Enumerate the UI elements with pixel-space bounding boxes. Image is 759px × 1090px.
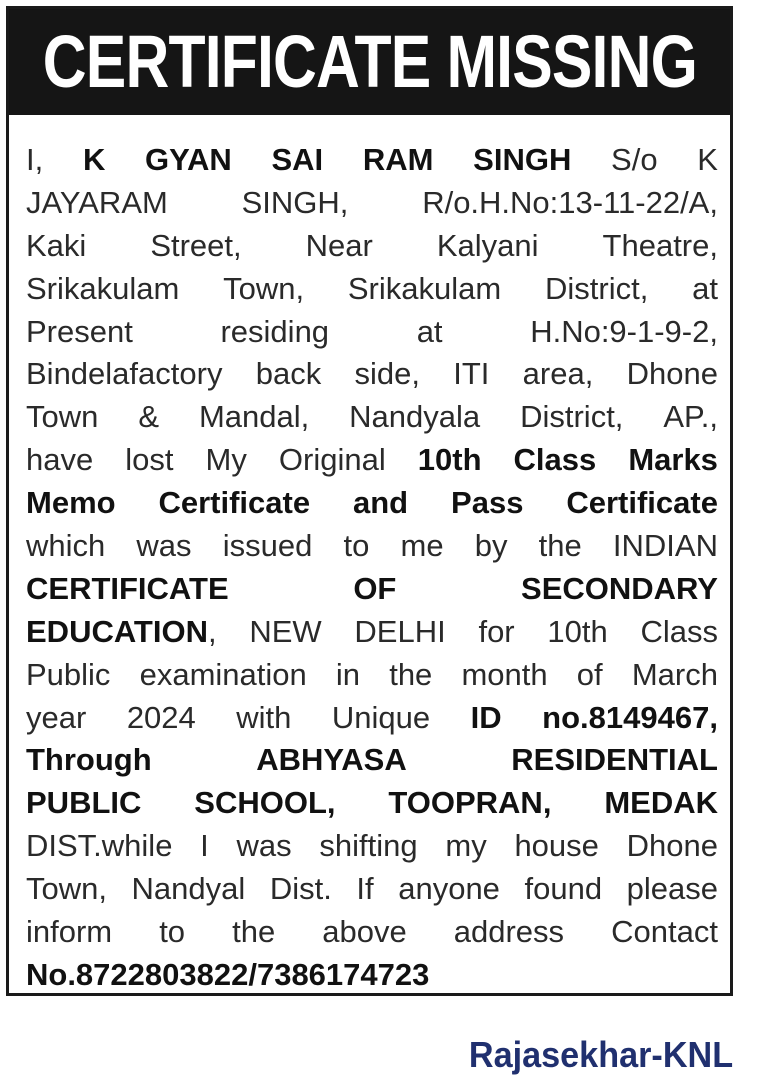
word: issued: [222, 528, 313, 564]
word: GYAN: [145, 142, 232, 177]
word: Certificate: [158, 485, 311, 521]
word: no.8149467,: [542, 699, 718, 735]
word: at: [692, 270, 718, 306]
word: lost: [125, 442, 174, 478]
word: the: [232, 914, 276, 950]
word: Mandal,: [198, 399, 310, 435]
text-line: [26, 697, 718, 740]
word: inform: [26, 914, 113, 950]
word: my: [445, 828, 487, 864]
word: AP.,: [663, 399, 718, 435]
word: Nandyal: [131, 871, 246, 907]
word: Original: [278, 442, 386, 478]
word: side,: [354, 356, 420, 392]
word: please: [626, 871, 718, 907]
word: with: [236, 699, 292, 735]
word: Marks: [628, 442, 718, 478]
word: for: [478, 613, 515, 649]
word: SAI: [271, 142, 324, 177]
word: area,: [522, 356, 594, 392]
notice-title: CERTIFICATE MISSING: [42, 20, 697, 103]
word: Town: [26, 399, 99, 435]
word: OF: [353, 570, 397, 606]
word: District,: [520, 399, 624, 435]
word: and: [353, 485, 409, 521]
text-line: [26, 954, 718, 997]
word: back: [255, 356, 322, 392]
word: INDIAN: [612, 528, 718, 564]
word: Nandyala: [349, 399, 481, 435]
word: TOOPRAN,: [388, 785, 552, 821]
word: S/o: [611, 142, 658, 177]
word: Street,: [150, 227, 242, 263]
text-line: [26, 139, 718, 182]
word: have: [26, 442, 94, 478]
word: the: [389, 656, 433, 692]
word: house: [514, 828, 599, 864]
word: JAYARAM: [26, 184, 168, 220]
word: which: [26, 528, 106, 564]
word: DIST.while: [26, 828, 173, 864]
text-line: [26, 911, 718, 954]
word: of: [576, 656, 603, 692]
text-line: [26, 825, 718, 868]
word: March: [631, 656, 718, 692]
word: &: [138, 399, 159, 435]
word: K: [697, 142, 718, 177]
text-line: [26, 182, 718, 225]
word: Town,: [26, 871, 107, 907]
word: address: [453, 914, 565, 950]
word: was: [136, 528, 192, 564]
word: K: [82, 142, 106, 177]
text-line: [26, 396, 718, 439]
word: I,: [26, 142, 44, 177]
word: SINGH: [473, 142, 572, 177]
word: shifting: [319, 828, 418, 864]
word: above: [322, 914, 407, 950]
word: Town,: [223, 270, 305, 306]
word: to: [343, 528, 370, 564]
word: was: [236, 828, 292, 864]
word: Class: [640, 613, 718, 649]
word: to: [159, 914, 186, 950]
text-line: [26, 482, 718, 525]
text-line: [26, 225, 718, 268]
word: at: [416, 313, 443, 349]
word: DELHI: [354, 613, 446, 649]
word: in: [335, 656, 361, 692]
word: I: [200, 828, 209, 864]
word: Class: [513, 442, 597, 478]
word: Contact: [611, 914, 718, 950]
word: 10th: [547, 613, 608, 649]
word: MEDAK: [604, 785, 718, 821]
text-line: [26, 439, 718, 482]
word: RESIDENTIAL: [511, 742, 718, 778]
word: Srikakulam: [347, 270, 502, 306]
word: SCHOOL,: [194, 785, 336, 821]
word: me: [400, 528, 444, 564]
word: Present: [26, 313, 133, 349]
word: NEW: [249, 613, 322, 649]
word: SECONDARY: [521, 570, 718, 606]
word: Certificate: [566, 485, 718, 521]
text-line: [26, 868, 718, 911]
notice-body: [26, 139, 718, 997]
word: My: [205, 442, 247, 478]
word: ABHYASA: [256, 742, 407, 778]
word: Kaki: [26, 227, 87, 263]
notice-box: [6, 6, 733, 996]
word: ITI: [453, 356, 490, 392]
word: SINGH,: [241, 184, 349, 220]
text-line: [26, 568, 718, 611]
word: Pass: [451, 485, 524, 521]
text-line: [26, 782, 718, 825]
word: ID: [470, 699, 502, 735]
word: H.No:9-1-9-2,: [530, 313, 718, 349]
text-line: [26, 353, 718, 396]
word: Dhone: [626, 356, 718, 392]
word: If: [356, 871, 374, 907]
word: EDUCATION: [26, 613, 208, 649]
text-line: [26, 311, 718, 354]
word: Dhone: [626, 828, 718, 864]
word: the: [538, 528, 582, 564]
title-banner: [9, 9, 730, 115]
word: year: [26, 699, 87, 735]
word: 2024: [126, 699, 196, 735]
word: Dist.: [269, 871, 332, 907]
text-line: [26, 739, 718, 782]
word: by: [474, 528, 508, 564]
text-line: [26, 611, 718, 654]
text-line: [26, 525, 718, 568]
word: Near: [305, 227, 373, 263]
word: month: [461, 656, 548, 692]
word: examination: [139, 656, 307, 692]
word: PUBLIC: [26, 785, 142, 821]
word: Theatre,: [602, 227, 718, 263]
word: R/o.H.No:13-11-22/A,: [422, 184, 718, 220]
word: No.8722803822/7386174723: [26, 956, 430, 992]
word: Bindelafactory: [26, 356, 223, 392]
word: ,: [207, 613, 217, 649]
credit-byline: Rajasekhar-KNL: [468, 1034, 733, 1075]
word: found: [524, 871, 603, 907]
word: RAM: [362, 142, 434, 177]
word-group: [26, 611, 217, 654]
text-line: [26, 654, 718, 697]
word: Kalyani: [436, 227, 539, 263]
word: CERTIFICATE: [26, 570, 229, 606]
word: Srikakulam: [26, 270, 180, 306]
word: Memo: [26, 485, 116, 521]
word: Through: [26, 742, 152, 778]
word: Public: [26, 656, 111, 692]
word: residing: [220, 313, 330, 349]
text-line: [26, 268, 718, 311]
word: anyone: [398, 871, 500, 907]
word: 10th: [417, 442, 482, 478]
word: District,: [544, 270, 649, 306]
word: Unique: [331, 699, 431, 735]
